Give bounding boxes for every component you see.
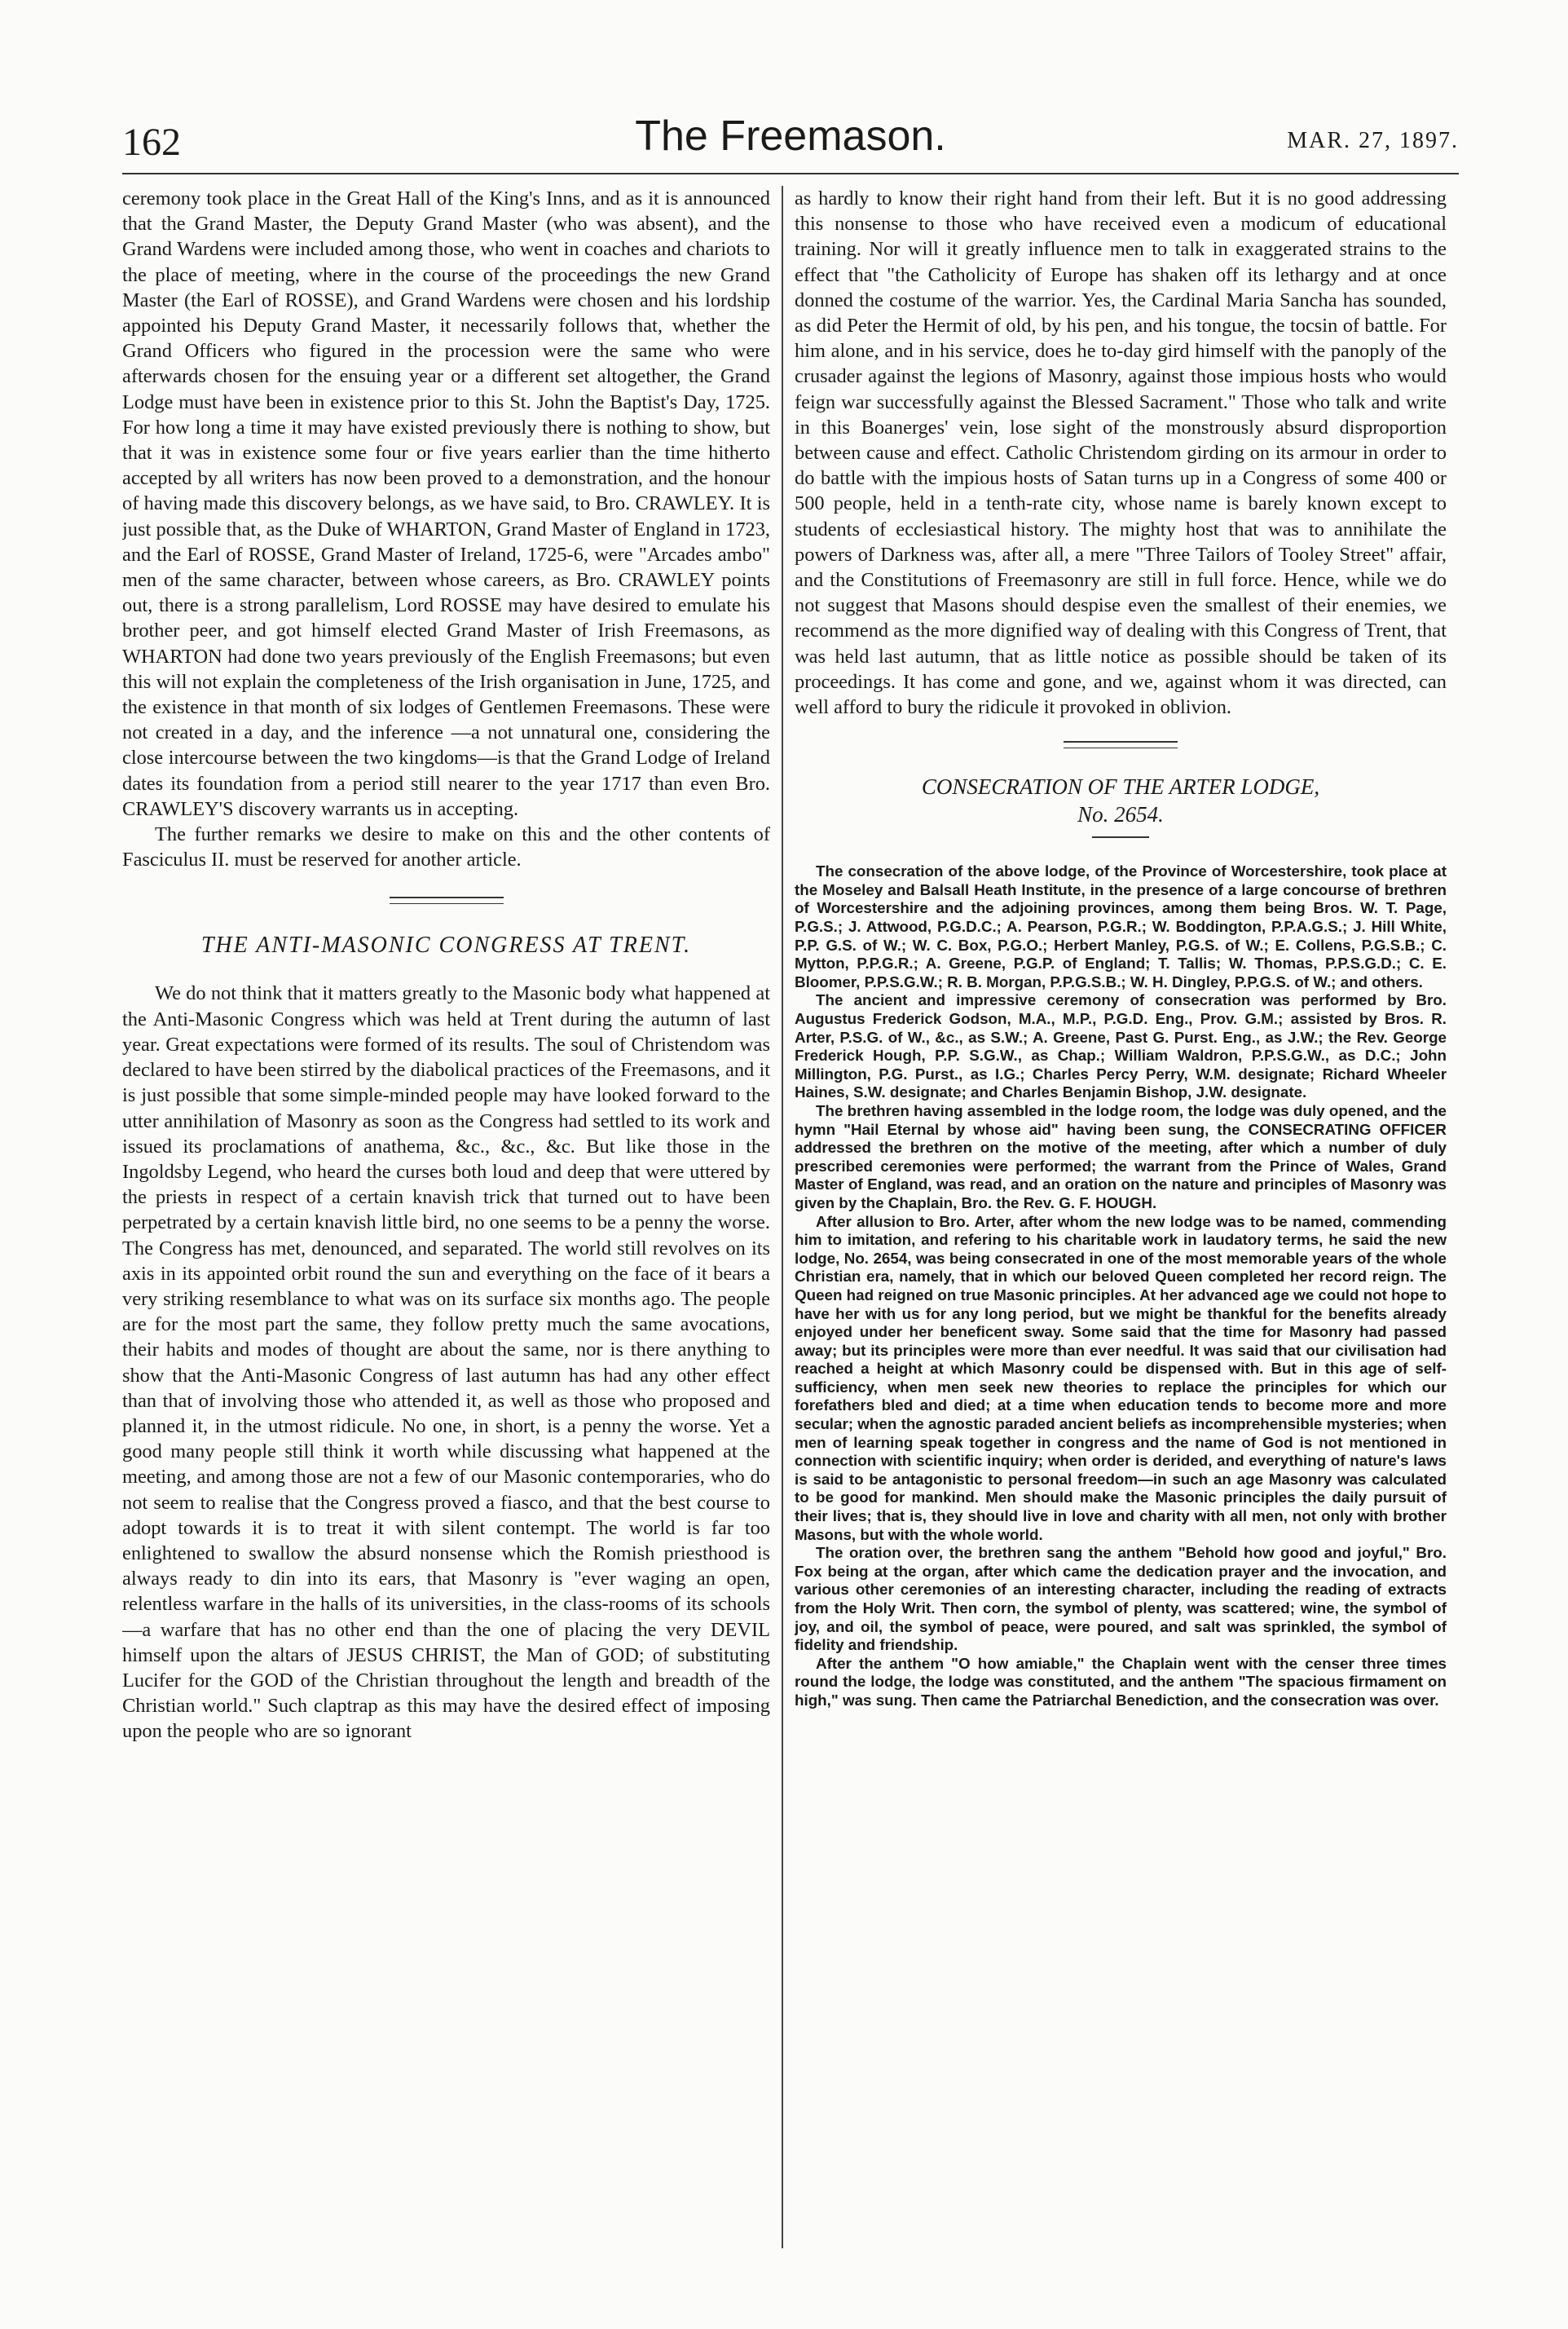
report-paragraph-2: The ancient and impressive ceremony of consecration was performed by Bro. Augustus Frederick Godson, M.A., M.P., P.G.D. Eng., Prov. G.M.; assisted by Bros. R. Arter, P.S.G. of W., &c., as S.W.; A. Greene, Past G. Purst. Eng., as J.W.; the Rev. George Frederick Hough, P.P. S.G.W., as Chap.; William Waldron, P.P.S.G.W., as D.C.; John Millington, P.G. Purst., as I.G.; Charles Percy Perry, W.M. designate; Richard Wheeler Haines, S.W. designate; and Charles Benjamin Bishop, J.W. designate.: [795, 991, 1447, 1101]
page-number: 162: [122, 121, 181, 164]
masthead: [122, 110, 1459, 175]
issue-date: MAR. 27, 1897.: [1287, 128, 1459, 153]
report-paragraph-3: The brethren having assembled in the lodge room, the lodge was duly opened, and the hymn "Hail Eternal by whose aid" having been sung, the CONSECRATING OFFICER addressed the brethren on the motive of the meeting, after which a number of duly prescribed ceremonies were performed; the warrant from the Prince of Wales, Grand Master of England, was read, and an oration on the nature and principles of Masonry was given by the Chaplain, Bro. the Rev. G. F. HOUGH.: [795, 1101, 1447, 1211]
masthead-rule: [122, 173, 1459, 174]
report-paragraph-5: The oration over, the brethren sang the anthem "Behold how good and joyful," Bro. Fox being at the organ, after which came the dedication prayer and the invocation, and various other ceremonies of an interesting character, including the reading of extracts from the Holy Writ. Then corn, the symbol of plenty, was scattered; wine, the symbol of joy, and oil, the symbol of peace, were poured, and salt was sprinkled, the symbol of fidelity and friendship.: [795, 1544, 1447, 1654]
congress-paragraph: We do not think that it matters greatly to the Masonic body what happened at the Anti-Masonic Congress which was held at Trent during the autumn of last year. Great expectations were formed of its results. The soul of Christendom was declared to have been stirred by the diabolical practices of the Freemasons, and it is just possible that some simple-minded people may have looked forward to the utter annihilation of Masonry as soon as the Congress had settled to its work and issued its proclamations of anathema, &c., &c., &c. But like those in the Ingoldsby Legend, who heard the curses both loud and deep that were uttered by the priests in respect of a certain knavish trick that turned out to have been perpetrated by a certain knavish little bird, no one seems to be a penny the worse. The Congress has met, denounced, and separated. The world still revolves on its axis in its appointed orbit round the sun and everything on the face of it bears a very striking resemblance to what was on its surface six months ago. The people are for the most part the same, they follow pretty much the same avocations, their habits and modes of thought are about the same, nor is there anything to show that the Anti-Masonic Congress of last autumn has had any other effect than that of involving those who attended it, as well as those who proposed and planned it, in the utmost ridicule. No one, in short, is a penny the worse. Yet a good many people still think it worth while discussing what happened at the meeting, and among those are not a few of our Masonic contemporaries, who do not seem to realise that the Congress proved a fiasco, and that the best course to adopt towards it is to treat it with silent contempt. The world is far too enlightened to swallow the absurd nonsense which the Romish priesthood is always ready to din into its ears, that Masonry is "ever waging an open, relentless warfare in the halls of its universities, in the class-rooms of its schools—a warfare that has no other end than the one of placing the very DEVIL himself upon the altars of JESUS CHRIST, the Man of GOD; of substituting Lucifer for the GOD of the Christian throughout the length and breadth of the Christian world." Such claptrap as this may have the desired effect of imposing upon the people who are so ignorant: [122, 982, 770, 1743]
report-paragraph-1: The consecration of the above lodge, of the Province of Worcestershire, took place at the Moseley and Balsall Heath Institute, in the presence of a large concourse of brethren of Worcestershire and the adjoining provinces, among them being Bros. W. T. Page, P.G.S.; J. Attwood, P.G.D.C.; A. Pearson, P.G.R.; W. Boddington, P.P.A.G.S.; J. Hill White, P.P. G.S. of W.; W. C. Box, P.G.O.; Herbert Manley, P.G.S. of W.; E. Collens, P.G.S.B.; C. Mytton, P.P.G.R.; A. Greene, P.G.P. of England; T. Tallis; W. Thomas, P.P.S.G.D.; C. E. Bloomer, P.P.S.G.W.; R. B. Morgan, P.P.G.S.B.; W. H. Dingley, P.P.G.S. of W.; and others.: [795, 862, 1447, 990]
right-column: [795, 186, 1447, 2248]
section-divider: [390, 897, 504, 904]
congress-heading: THE ANTI-MASONIC CONGRESS AT TRENT.: [200, 933, 692, 959]
lodge-number-heading: No. 2654.: [1077, 802, 1164, 827]
intro-paragraph: ceremony took place in the Great Hall of the King's Inns, and as it is announced that the Grand Master, the Deputy Grand Master (who was absent), and the Grand Wardens were included among those, who went in coaches and chariots to the place of meeting, where in the course of the proceedings the new Grand Master (the Earl of ROSSE), and Grand Wardens were chosen and his lordship appointed his Deputy Grand Master, it necessarily follows that, whether the Grand Officers who figured in the procession were the same who were afterwards chosen for the ensuing year or a different set altogether, the Grand Lodge must have been in existence prior to this St. John the Baptist's Day, 1725. For how long a time it may have existed previously there is nothing to show, but that it was in existence some four or five years earlier than the time hitherto accepted by all writers has now been proved to a demonstration, and the honour of having made this discovery belongs, as we have said, to Bro. CRAWLEY. It is just possible that, as the Duke of WHARTON, Grand Master of England in 1723, and the Earl of ROSSE, Grand Master of Ireland, 1725-6, were "Arcades ambo" men of the same character, between whose careers, as Bro. CRAWLEY points out, there is a strong parallelism, Lord ROSSE may have desired to emulate his brother peer, and got himself elected Grand Master of Irish Freemasons, as WHARTON had done two years previously of the English Freemasons; but even this will not explain the completeness of the Irish organisation in June, 1725, and the existence in that month of six lodges of Gentlemen Freemasons. These were not created in a day, and the inference —a not unnatural one, considering the close intercourse between the two kingdoms—is that the Grand Lodge of Ireland dates its foundation from a period still nearer to the year 1717 than even Bro. CRAWLEY'S discovery warrants us in accepting.: [122, 187, 770, 820]
continuation-paragraph: as hardly to know their right hand from their left. But it is no good addressing this nonsense to those who have received even a modicum of educational training. Nor will it greatly influence men to talk in exaggerated strains to the effect that "the Catholicity of Europe has shaken off its lethargy and at once donned the costume of the warrior. Yes, the Cardinal Maria Sancha has sounded, as did Peter the Hermit of old, by his pen, and his tongue, the tocsin of battle. For him alone, and in his service, does he to-day gird himself with the panoply of the crusader against the legions of Masonry, against those impious hosts who would feign war successfully against the Blessed Sacrament." Those who talk and write in this Boanerges' vein, lose sight of the monstrously absurd disproportion between cause and effect. Catholic Christendom girding on its armour in order to do battle with the impious hosts of Satan turns up in a Congress of some 400 or 500 people, held in a tenth-rate city, whose name is barely known except to students of ecclesiastical history. The mighty host that was to annihilate the powers of Darkness was, after all, a mere "Three Tailors of Tooley Street" affair, and the Constitutions of Freemasonry are still in full force. Hence, while we do not suggest that Masons should despise even the smallest of their enemies, we recommend as the more dignified way of dealing with this Congress of Trent, that was held last autumn, that as little notice as possible should be taken of its proceedings. It has come and gone, and we, against whom it was directed, can well afford to bury the ridicule it provoked in oblivion.: [795, 187, 1447, 719]
report-paragraph-4: After allusion to Bro. Arter, after whom the new lodge was to be named, commending him to imitation, and refering to his charitable work in laudatory terms, he said the new lodge, No. 2654, was being consecrated in one of the most memorable years of the whole Christian era, namely, that in which our beloved Queen completed her record reign. The Queen had reigned on true Masonic principles. At her advanced age we could not hope to have her with us for any long period, but we might be thankful for the benefits already enjoyed under her beneficent sway. Some said that the time for Masonry had passed away; but its principles were more than ever needful. It was said that our civilisation had reached a height at which Masonry could be dispensed with. But in this age of self-sufficiency, when men seek new theories to replace the principles for which our forefathers bled and died; at a time when education tends to become more and more secular; when the agnostic paraded ancient beliefs as incomprehensible mysteries; when men of learning speak together in congress and the name of God is not mentioned in connection with scientific inquiry; when order is derided, and everything of nature's laws is said to be antagonistic to personal freedom—in such an age Masonry was calculated to be good for mankind. Men should make the Masonic principles the daily pursuit of their lives; that is, they should live in love and charity with all men, not only with brother Masons, but with the whole world.: [795, 1212, 1447, 1543]
left-column: [122, 186, 770, 2248]
further-remarks-paragraph: The further remarks we desire to make on this and the other contents of Fasciculus II. must be reserved for another article.: [122, 823, 770, 871]
consecration-heading: CONSECRATION OF THE ARTER LODGE,: [921, 774, 1320, 800]
publication-title: The Freemason.: [635, 112, 946, 160]
report-paragraph-6: After the anthem "O how amiable," the Chaplain went with the censer three times round the lodge, the lodge was constituted, and the anthem "The spacious firmament on high," was sung. Then came the Patriarchal Benediction, and the consecration was over.: [795, 1654, 1447, 1709]
section-divider-right: [1064, 741, 1178, 748]
column-rule: [782, 186, 783, 2248]
